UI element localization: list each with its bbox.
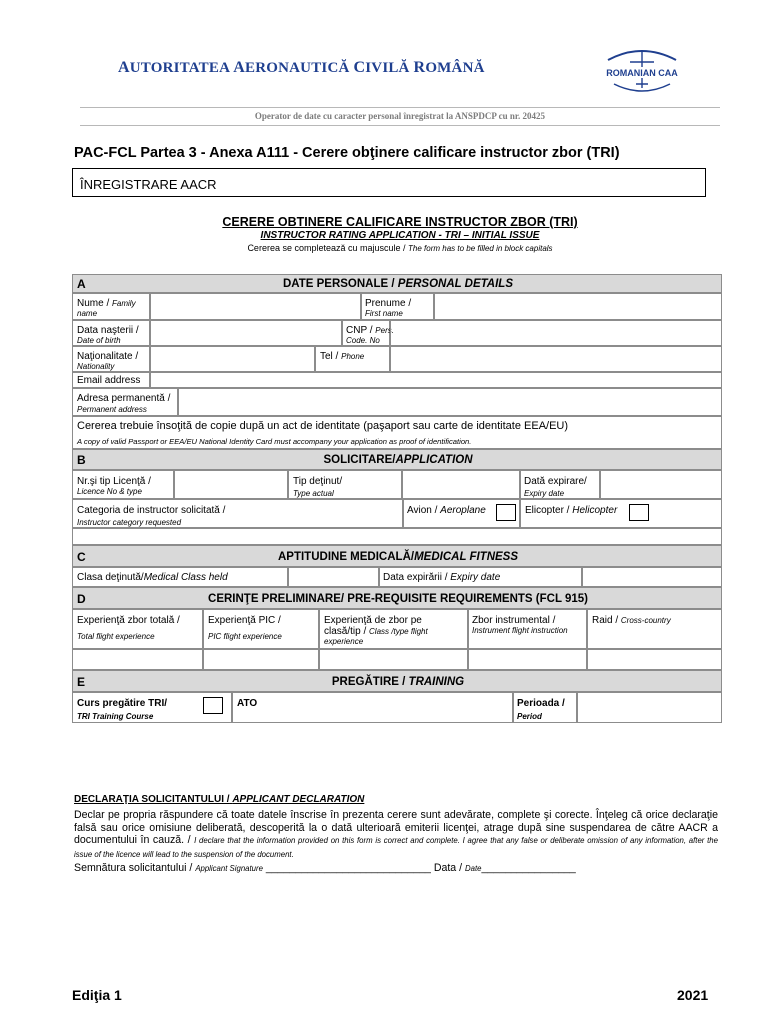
medical-class-field[interactable] bbox=[288, 567, 379, 587]
section-b-header: B SOLICITARE/APPLICATION bbox=[72, 449, 722, 470]
nationality-field[interactable] bbox=[150, 346, 315, 372]
authority-name-part: OMÂNĂ bbox=[425, 60, 485, 76]
address-label: Adresa permanentă / Permanent address bbox=[72, 388, 178, 416]
section-b-spacer bbox=[72, 528, 722, 545]
form-note: Cererea se completează cu majuscule / The form has to be filled in block capitals bbox=[247, 243, 553, 253]
authority-name-part: A bbox=[233, 59, 246, 76]
period-field[interactable] bbox=[577, 692, 722, 723]
header-divider bbox=[80, 107, 720, 108]
first-name-field[interactable] bbox=[434, 293, 722, 320]
signature-field[interactable]: ____________________________ bbox=[265, 862, 431, 874]
declaration-title: DECLARAŢIA SOLICITANTULUI / APPLICANT DECLARATION bbox=[74, 794, 365, 805]
aeroplane-checkbox[interactable] bbox=[496, 504, 516, 521]
nationality-label: Naţionalitate / Nationality bbox=[72, 346, 150, 372]
cross-country-field[interactable] bbox=[587, 649, 722, 670]
medical-class-label: Clasa deţinută/Medical Class held bbox=[72, 567, 288, 587]
cnp-label: CNP / Pers. Code. No bbox=[342, 320, 390, 346]
period-label: Perioada / Period bbox=[513, 692, 577, 723]
instructor-category-label: Categoria de instructor solicitată / Instructor category requested bbox=[72, 499, 403, 528]
family-name-field[interactable] bbox=[150, 293, 361, 320]
aeroplane-option: Avion / Aeroplane bbox=[403, 499, 520, 528]
email-label: Email address bbox=[72, 372, 150, 388]
class-type-experience-label: Experienţă de zbor pe clasă/tip / Class /type flight experience bbox=[319, 609, 468, 649]
expiry-label: Dată expirare/ Expiry date bbox=[520, 470, 600, 499]
family-name-label: Nume / Family name bbox=[72, 293, 150, 320]
authority-name-part: IVILĂ bbox=[365, 60, 414, 76]
id-document-note: Cererea trebuie însoţită de copie după un act de identitate (paşaport sau carte de identitate EEA/EU) A copy of valid Passport or EEA/EU National Identity Card must accompany your application as proof of identification. bbox=[72, 416, 722, 449]
signature-line: Semnătura solicitantului / Applicant Signature ____________________________ Data / Date________________ bbox=[74, 862, 576, 874]
type-held-label: Tip deţinut/ Type actual bbox=[288, 470, 402, 499]
training-course-checkbox[interactable] bbox=[203, 697, 223, 714]
section-a-header: A DATE PERSONALE / PERSONAL DETAILS bbox=[72, 274, 722, 293]
authority-name-part: UTORITATEA bbox=[129, 60, 234, 76]
section-e-header: E PREGĂTIRE / TRAINING bbox=[72, 670, 722, 692]
operator-note: Operator de date cu caracter personal înregistrat la ANSPDCP cu nr. 20425 bbox=[254, 111, 546, 121]
dob-label: Data naşterii / Date of birth bbox=[72, 320, 150, 346]
dob-field[interactable] bbox=[150, 320, 342, 346]
total-experience-label: Experienţă zbor totală / Total flight experience bbox=[72, 609, 203, 649]
instrument-flight-label: Zbor instrumental / Instrument flight instruction bbox=[468, 609, 587, 649]
logo-text: ROMANIAN CAA bbox=[606, 68, 678, 78]
phone-field[interactable] bbox=[390, 346, 722, 372]
romanian-caa-logo bbox=[600, 44, 684, 94]
ato-field[interactable]: ATO bbox=[232, 692, 513, 723]
licence-label: Nr.şi tip Licenţă / Licence No & type bbox=[72, 470, 174, 499]
training-course-label: Curs pregătire TRI/ TRI Training Course bbox=[72, 692, 232, 723]
authority-name-part: A bbox=[118, 59, 130, 76]
edition-label: Ediţia 1 bbox=[72, 987, 122, 1003]
expiry-field[interactable] bbox=[600, 470, 722, 499]
cross-country-label: Raid / Cross-country bbox=[587, 609, 722, 649]
section-c-header: C APTITUDINE MEDICALĂ/MEDICAL FITNESS bbox=[72, 545, 722, 567]
helicopter-checkbox[interactable] bbox=[629, 504, 649, 521]
authority-name-part: C bbox=[353, 59, 366, 76]
medical-expiry-label: Data expirării / Expiry date bbox=[379, 567, 582, 587]
address-field[interactable] bbox=[178, 388, 722, 416]
first-name-label: Prenume / First name bbox=[361, 293, 434, 320]
section-d-header: D CERINŢE PRELIMINARE/ PRE-REQUISITE REQUIREMENTS (FCL 915) bbox=[72, 587, 722, 609]
email-field[interactable] bbox=[150, 372, 722, 388]
class-type-experience-field[interactable] bbox=[319, 649, 468, 670]
instrument-flight-field[interactable] bbox=[468, 649, 587, 670]
registration-box: ÎNREGISTRARE AACR bbox=[72, 168, 706, 197]
authority-name bbox=[118, 59, 485, 77]
cnp-field[interactable] bbox=[390, 320, 722, 346]
pic-experience-label: Experienţă PIC / PIC flight experience bbox=[203, 609, 319, 649]
operator-divider bbox=[80, 125, 720, 126]
form-subtitle: INSTRUCTOR RATING APPLICATION - TRI – INITIAL ISSUE bbox=[260, 230, 540, 241]
total-experience-field[interactable] bbox=[72, 649, 203, 670]
authority-name-part: ERONAUTICĂ bbox=[245, 60, 354, 76]
date-field[interactable]: ________________ bbox=[481, 862, 576, 874]
medical-expiry-field[interactable] bbox=[582, 567, 722, 587]
licence-field[interactable] bbox=[174, 470, 288, 499]
declaration-text: Declar pe propria răspundere că toate datele înscrise în prezenta cerere sunt adevărate, complete şi corecte. Înţeleg că orice declaraţie falsă sau orice omisiune deliberată, descoperită la o dată ulterioară emiterii licenţei, atrage după sine suspendarea de către AACR a documentului în cauză. / I declare that the information provided on this form is correct and complete. I agree that any false or deliberate omission of any information, after the issue of the licence will lead to the suspension of the document. bbox=[74, 809, 718, 859]
edition-year: 2021 bbox=[677, 987, 709, 1003]
helicopter-option: Elicopter / Helicopter bbox=[520, 499, 722, 528]
phone-label: Tel / Phone bbox=[315, 346, 390, 372]
authority-name-part: R bbox=[413, 59, 426, 76]
form-title: CERERE OBTINERE CALIFICARE INSTRUCTOR ZBOR (TRI) bbox=[222, 215, 578, 229]
document-title: PAC-FCL Partea 3 - Anexa A111 - Cerere obţinere calificare instructor zbor (TRI) bbox=[74, 145, 620, 161]
pic-experience-field[interactable] bbox=[203, 649, 319, 670]
type-held-field[interactable] bbox=[402, 470, 520, 499]
